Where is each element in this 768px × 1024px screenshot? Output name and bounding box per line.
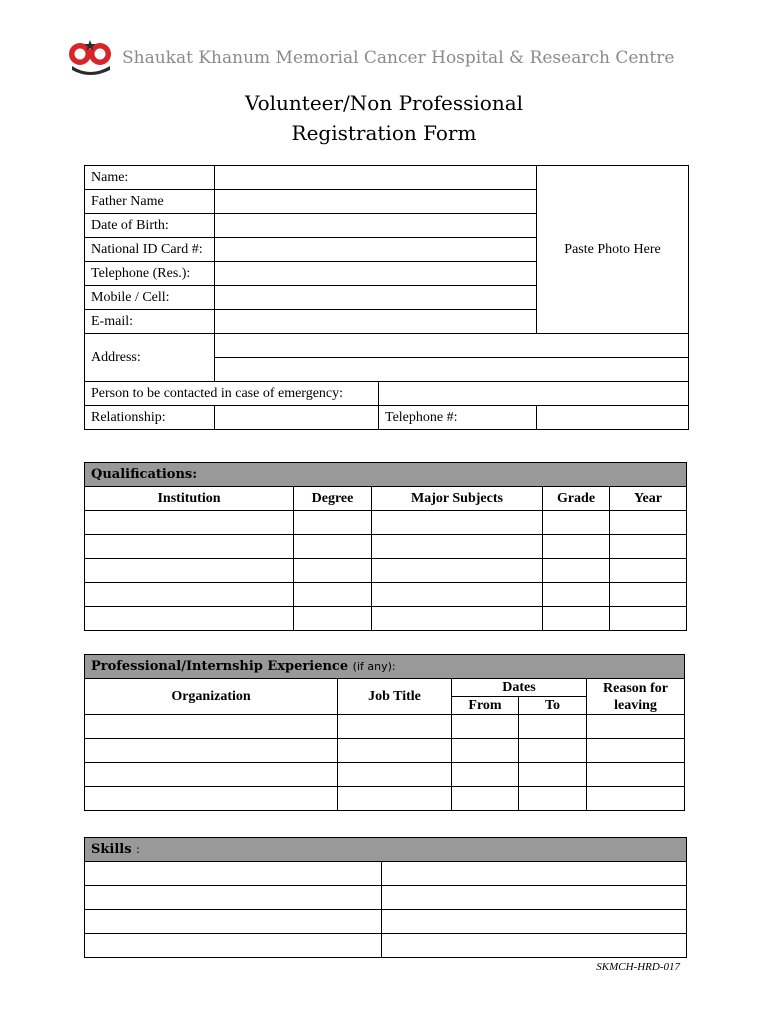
qualification-row xyxy=(85,583,687,607)
experience-row xyxy=(85,763,685,787)
input-cell[interactable] xyxy=(610,511,687,535)
experience-heading-note: (if any): xyxy=(352,660,396,673)
input-cell[interactable] xyxy=(519,787,587,811)
dob-label: Date of Birth: xyxy=(85,214,215,238)
experience-heading-text: Professional/Internship Experience xyxy=(91,659,349,674)
input-cell[interactable] xyxy=(587,715,685,739)
email-label: E-mail: xyxy=(85,310,215,334)
input-cell[interactable] xyxy=(519,739,587,763)
telephone-field[interactable] xyxy=(537,406,689,430)
input-cell[interactable] xyxy=(85,787,338,811)
input-cell[interactable] xyxy=(543,583,610,607)
skills-row xyxy=(85,934,687,958)
experience-table xyxy=(84,654,685,811)
form-title-line2: Registration Form xyxy=(291,121,477,145)
input-cell[interactable] xyxy=(382,862,687,886)
address-field-line1[interactable] xyxy=(215,334,689,358)
input-cell[interactable] xyxy=(372,535,543,559)
input-cell[interactable] xyxy=(294,559,372,583)
input-cell[interactable] xyxy=(543,559,610,583)
skills-row xyxy=(85,910,687,934)
mobile-field[interactable] xyxy=(215,286,537,310)
dob-field[interactable] xyxy=(215,214,537,238)
input-cell[interactable] xyxy=(519,715,587,739)
input-cell[interactable] xyxy=(372,511,543,535)
input-cell[interactable] xyxy=(85,583,294,607)
mobile-label: Mobile / Cell: xyxy=(85,286,215,310)
skills-heading-note: : xyxy=(136,843,140,856)
input-cell[interactable] xyxy=(452,739,519,763)
col-from: From xyxy=(452,697,519,715)
email-field[interactable] xyxy=(215,310,537,334)
input-cell[interactable] xyxy=(610,607,687,631)
input-cell[interactable] xyxy=(519,763,587,787)
input-cell[interactable] xyxy=(382,934,687,958)
nic-field[interactable] xyxy=(215,238,537,262)
qualification-row xyxy=(85,511,687,535)
emergency-contact-field[interactable] xyxy=(379,382,689,406)
nic-label: National ID Card #: xyxy=(85,238,215,262)
input-cell[interactable] xyxy=(85,607,294,631)
input-cell[interactable] xyxy=(85,763,338,787)
experience-row xyxy=(85,787,685,811)
col-to: To xyxy=(519,697,587,715)
qualifications-table xyxy=(84,462,687,631)
input-cell[interactable] xyxy=(294,607,372,631)
input-cell[interactable] xyxy=(587,787,685,811)
input-cell[interactable] xyxy=(610,559,687,583)
skills-heading xyxy=(85,838,687,862)
input-cell[interactable] xyxy=(85,934,382,958)
col-major-subjects: Major Subjects xyxy=(372,487,543,511)
input-cell[interactable] xyxy=(338,763,452,787)
qualification-row xyxy=(85,607,687,631)
input-cell[interactable] xyxy=(382,910,687,934)
input-cell[interactable] xyxy=(587,739,685,763)
form-title xyxy=(0,88,768,148)
input-cell[interactable] xyxy=(294,535,372,559)
telephone-res-label: Telephone (Res.): xyxy=(85,262,215,286)
address-label: Address: xyxy=(85,334,215,382)
input-cell[interactable] xyxy=(372,559,543,583)
hospital-name: Shaukat Khanum Memorial Cancer Hospital & Research Centre xyxy=(122,48,675,68)
col-dates: Dates xyxy=(452,679,587,697)
experience-row xyxy=(85,739,685,763)
input-cell[interactable] xyxy=(610,535,687,559)
input-cell[interactable] xyxy=(452,763,519,787)
col-degree: Degree xyxy=(294,487,372,511)
col-year: Year xyxy=(610,487,687,511)
input-cell[interactable] xyxy=(372,607,543,631)
input-cell[interactable] xyxy=(338,739,452,763)
col-institution: Institution xyxy=(85,487,294,511)
input-cell[interactable] xyxy=(85,886,382,910)
input-cell[interactable] xyxy=(338,715,452,739)
input-cell[interactable] xyxy=(85,739,338,763)
input-cell[interactable] xyxy=(452,787,519,811)
address-field-line2[interactable] xyxy=(215,358,689,382)
experience-heading xyxy=(85,655,685,679)
telephone-label: Telephone #: xyxy=(379,406,537,430)
father-name-label: Father Name xyxy=(85,190,215,214)
emergency-contact-label: Person to be contacted in case of emergency: xyxy=(85,382,379,406)
name-label: Name: xyxy=(85,166,215,190)
relationship-field[interactable] xyxy=(215,406,379,430)
hospital-logo-icon xyxy=(66,38,118,78)
name-field[interactable] xyxy=(215,166,537,190)
input-cell[interactable] xyxy=(85,910,382,934)
col-grade: Grade xyxy=(543,487,610,511)
qualifications-heading: Qualifications: xyxy=(85,463,687,487)
input-cell[interactable] xyxy=(587,763,685,787)
experience-row xyxy=(85,715,685,739)
qualification-row xyxy=(85,559,687,583)
input-cell[interactable] xyxy=(372,583,543,607)
input-cell[interactable] xyxy=(610,583,687,607)
input-cell[interactable] xyxy=(294,511,372,535)
input-cell[interactable] xyxy=(543,607,610,631)
input-cell[interactable] xyxy=(338,787,452,811)
father-name-field[interactable] xyxy=(215,190,537,214)
input-cell[interactable] xyxy=(85,535,294,559)
qualification-row xyxy=(85,535,687,559)
input-cell[interactable] xyxy=(543,535,610,559)
photo-box: Paste Photo Here xyxy=(537,166,689,334)
relationship-label: Relationship: xyxy=(85,406,215,430)
input-cell[interactable] xyxy=(85,559,294,583)
skills-row xyxy=(85,886,687,910)
col-organization: Organization xyxy=(85,679,338,715)
form-code: SKMCH-HRD-017 xyxy=(596,961,680,973)
input-cell[interactable] xyxy=(85,511,294,535)
input-cell[interactable] xyxy=(294,583,372,607)
col-reason-for-leaving: Reason for leaving xyxy=(587,679,685,715)
skills-heading-text: Skills xyxy=(91,842,132,857)
telephone-res-field[interactable] xyxy=(215,262,537,286)
input-cell[interactable] xyxy=(382,886,687,910)
input-cell[interactable] xyxy=(452,715,519,739)
form-title-line1: Volunteer/Non Professional xyxy=(244,91,524,115)
personal-info-table xyxy=(84,165,689,430)
hospital-header xyxy=(66,38,674,78)
col-job-title: Job Title xyxy=(338,679,452,715)
input-cell[interactable] xyxy=(85,715,338,739)
input-cell[interactable] xyxy=(543,511,610,535)
skills-row xyxy=(85,862,687,886)
input-cell[interactable] xyxy=(85,862,382,886)
skills-table xyxy=(84,837,687,958)
